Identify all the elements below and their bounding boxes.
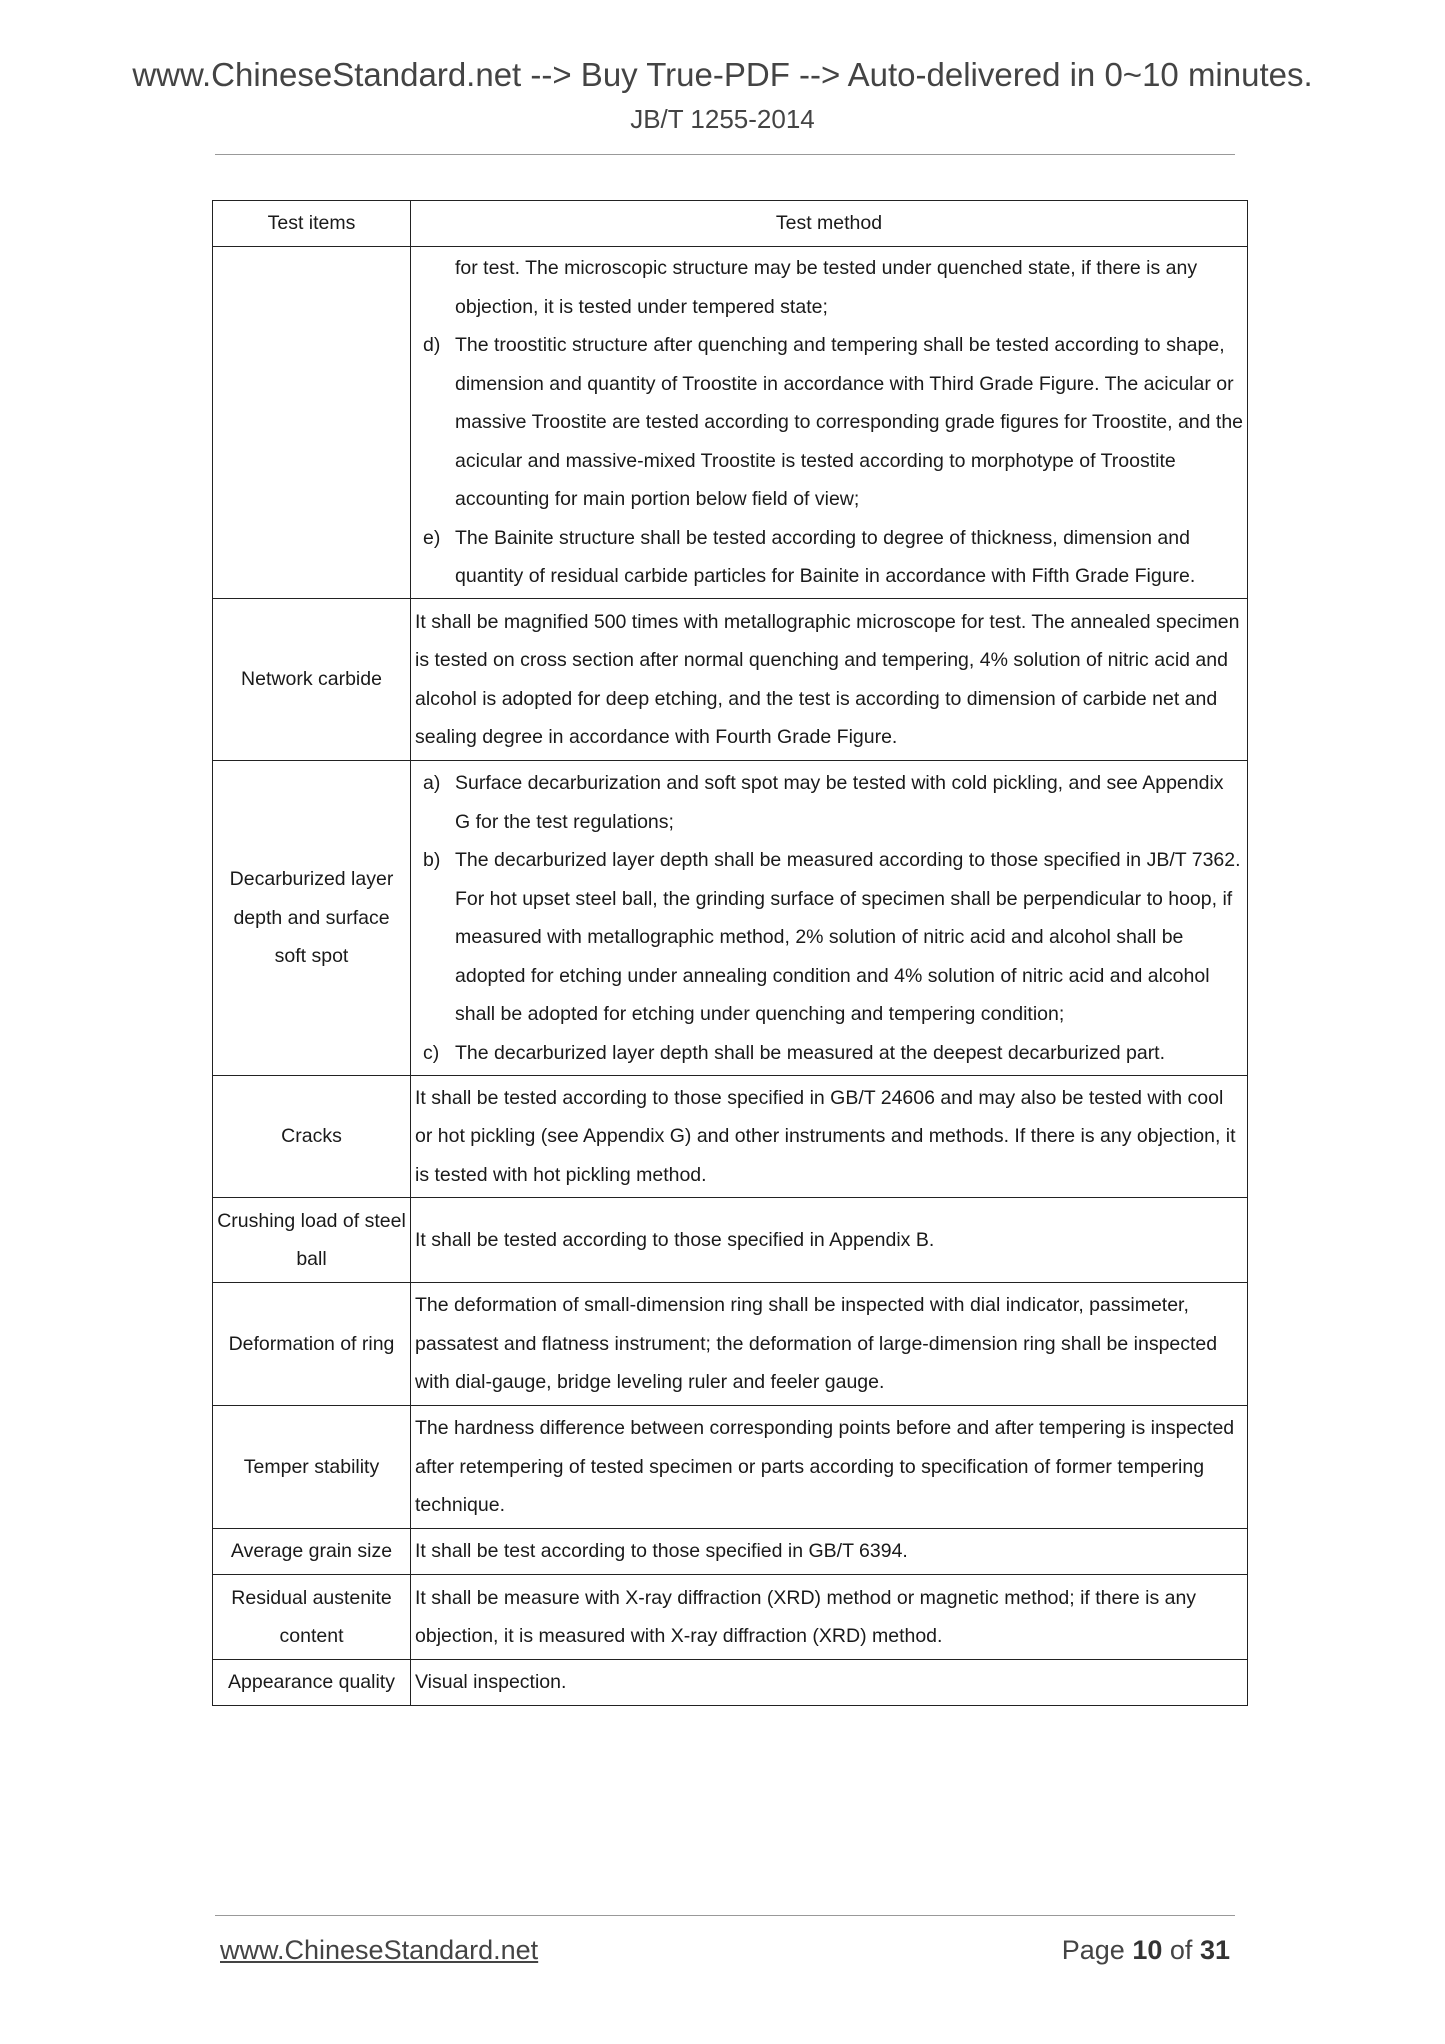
list-item-label: c) bbox=[423, 1041, 440, 1064]
header-banner: www.ChineseStandard.net --> Buy True-PDF --> Auto-delivered in 0~10 minutes. bbox=[132, 56, 1313, 93]
list-item-text: Surface decarburization and soft spot may be tested with cold pickling, and see Appendix G for the test regulations; bbox=[455, 772, 1224, 833]
test-method-cell: The deformation of small-dimension ring shall be inspected with dial indicator, passimeter, passatest and flatness instrument; the deformation of large-dimension ring shall be inspected with dial-gauge, bridge leveling ruler and feeler gauge. bbox=[411, 1283, 1248, 1406]
list-item bbox=[415, 519, 1243, 596]
list-item bbox=[415, 326, 1243, 519]
list-item-label: d) bbox=[423, 334, 441, 357]
test-method-cell: It shall be tested according to those specified in GB/T 24606 and may also be tested with cool or hot pickling (see Appendix G) and other instruments and methods. If there is any objection, it is tested with hot pickling method. bbox=[411, 1076, 1248, 1198]
page-indicator bbox=[1062, 1935, 1230, 1966]
test-item-cell: Residual austenite content bbox=[213, 1575, 411, 1660]
footer-site-link[interactable]: www.ChineseStandard.net bbox=[220, 1935, 539, 1965]
test-item-cell: Decarburized layer depth and surface soft spot bbox=[213, 761, 411, 1076]
test-method-cell: Visual inspection. bbox=[411, 1660, 1248, 1706]
test-method-cell: It shall be tested according to those specified in Appendix B. bbox=[411, 1198, 1248, 1283]
list-item bbox=[415, 764, 1243, 841]
table-row bbox=[213, 1529, 1248, 1575]
list-item-label: e) bbox=[423, 526, 441, 549]
footer-divider bbox=[215, 1915, 1235, 1916]
list-item bbox=[415, 1034, 1243, 1073]
table-row bbox=[213, 247, 1248, 599]
list-item-text: The decarburized layer depth shall be measured according to those specified in JB/T 7362. For hot upset steel ball, the grinding surface of specimen shall be perpendicular to hoop, if measured with metallographic method, 2% solution of nitric acid and alcohol shall be adopted for etching under annealing condition and 4% solution of nitric acid and alcohol shall be adopted for etching under quenching and tempering condition; bbox=[455, 849, 1241, 1025]
table-row bbox=[213, 1406, 1248, 1529]
test-item-cell bbox=[213, 247, 411, 599]
list-item-label: a) bbox=[423, 772, 441, 794]
continued-text: for test. The microscopic structure may be tested under quenched state, if there is any objection, it is tested under tempered state; bbox=[455, 257, 1198, 318]
test-item-cell: Deformation of ring bbox=[213, 1283, 411, 1406]
table-row bbox=[213, 1198, 1248, 1283]
header-divider bbox=[215, 154, 1235, 155]
list-item-text: The decarburized layer depth shall be measured at the deepest decarburized part. bbox=[455, 1041, 1166, 1064]
table-row bbox=[213, 599, 1248, 761]
test-method-cell bbox=[411, 761, 1248, 1076]
standard-code: JB/T 1255-2014 bbox=[630, 104, 815, 134]
test-method-cell: It shall be test according to those specified in GB/T 6394. bbox=[411, 1529, 1248, 1575]
test-method-cell: It shall be measure with X-ray diffraction (XRD) method or magnetic method; if there is any objection, it is measured with X-ray diffraction (XRD) method. bbox=[411, 1575, 1248, 1660]
page-prefix: Page bbox=[1061, 1935, 1125, 1965]
page-total: 31 bbox=[1199, 1935, 1230, 1965]
table-row bbox=[213, 761, 1248, 1076]
table-row bbox=[213, 1575, 1248, 1660]
test-item-cell: Cracks bbox=[213, 1076, 411, 1198]
test-item-cell: Average grain size bbox=[213, 1529, 411, 1575]
page-current: 10 bbox=[1132, 1935, 1163, 1965]
test-item-cell: Crushing load of steel ball bbox=[213, 1198, 411, 1283]
list-item-label: b) bbox=[423, 849, 441, 871]
table-row bbox=[213, 1076, 1248, 1198]
test-method-cell: The hardness difference between corresponding points before and after tempering is inspected after retempering of tested specimen or parts according to specification of former tempering technique. bbox=[411, 1406, 1248, 1529]
test-method-table bbox=[212, 200, 1248, 1706]
table-header-row bbox=[213, 201, 1248, 247]
list-item bbox=[415, 841, 1243, 1034]
list-item-text: The troostitic structure after quenching and tempering shall be tested according to shape, dimension and quantity of Troostite in accordance with Third Grade Figure. The acicular or massive Troostite are tested according to corresponding grade figures for Troostite, and the acicular and massive-mixed Troostite is tested according to morphotype of Troostite accounting for main portion below field of view; bbox=[455, 334, 1244, 511]
test-method-cell: It shall be magnified 500 times with metallographic microscope for test. The annealed specimen is tested on cross section after normal quenching and tempering, 4% solution of nitric acid and alcohol is adopted for deep etching, and the test is according to dimension of carbide net and sealing degree in accordance with Fourth Grade Figure. bbox=[411, 599, 1248, 761]
table-row bbox=[213, 1283, 1248, 1406]
test-item-cell: Network carbide bbox=[213, 599, 411, 761]
test-item-cell: Appearance quality bbox=[213, 1660, 411, 1706]
column-header-test-items: Test items bbox=[213, 201, 411, 247]
test-method-cell bbox=[411, 247, 1248, 599]
column-header-test-method: Test method bbox=[411, 201, 1248, 247]
table-row bbox=[213, 1660, 1248, 1706]
page-of: of bbox=[1169, 1935, 1193, 1965]
test-item-cell: Temper stability bbox=[213, 1406, 411, 1529]
list-item-text: The Bainite structure shall be tested according to degree of thickness, dimension and quantity of residual carbide particles for Bainite in accordance with Fifth Grade Figure. bbox=[455, 526, 1196, 588]
